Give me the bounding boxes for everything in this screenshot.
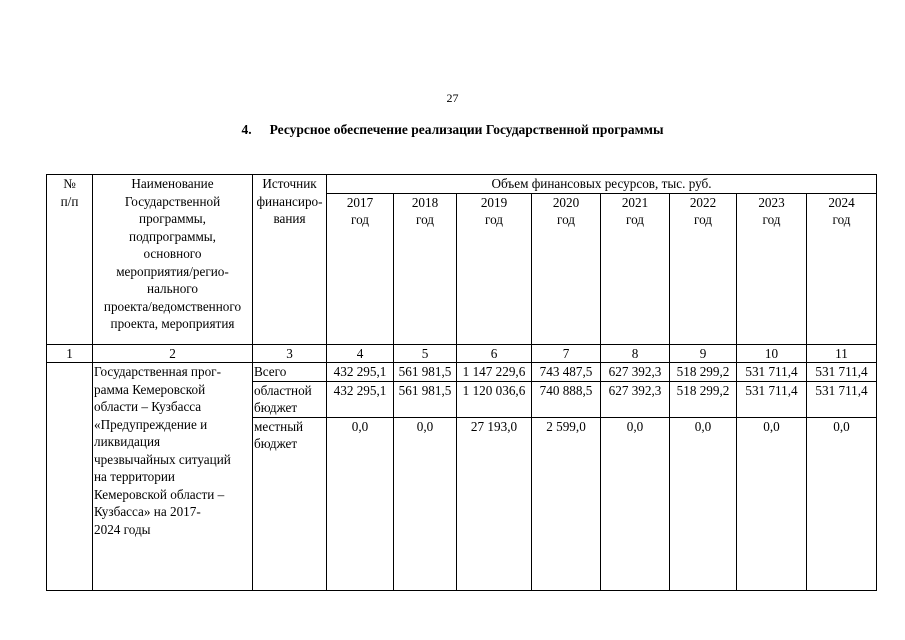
value-cell: 531 711,4 <box>737 363 807 382</box>
header-year: 2023 год <box>737 193 807 344</box>
header-year: 2019 год <box>457 193 532 344</box>
column-index: 6 <box>457 344 532 363</box>
header-num: № п/п <box>47 175 93 345</box>
value-cell: 1 120 036,6 <box>457 381 532 417</box>
column-index: 1 <box>47 344 93 363</box>
resource-table <box>46 174 877 591</box>
column-index: 2 <box>93 344 253 363</box>
header-year: 2024 год <box>807 193 877 344</box>
value-cell: 0,0 <box>601 417 670 590</box>
column-index: 9 <box>670 344 737 363</box>
section-title-text: Ресурсное обеспечение реализации Государственной программы <box>269 122 664 137</box>
value-cell: 432 295,1 <box>327 381 394 417</box>
value-cell: 743 487,5 <box>532 363 601 382</box>
source-cell: областной бюджет <box>253 381 327 417</box>
value-cell: 0,0 <box>327 417 394 590</box>
value-cell: 740 888,5 <box>532 381 601 417</box>
value-cell: 531 711,4 <box>807 381 877 417</box>
value-cell: 432 295,1 <box>327 363 394 382</box>
column-index: 10 <box>737 344 807 363</box>
section-title <box>0 122 905 138</box>
value-cell: 518 299,2 <box>670 381 737 417</box>
column-index: 7 <box>532 344 601 363</box>
column-index: 3 <box>253 344 327 363</box>
value-cell: 0,0 <box>807 417 877 590</box>
page-number: 27 <box>446 91 459 105</box>
header-source: Источник финансиро- вания <box>253 175 327 345</box>
value-cell: 2 599,0 <box>532 417 601 590</box>
value-cell: 0,0 <box>670 417 737 590</box>
value-cell: 0,0 <box>737 417 807 590</box>
column-index: 8 <box>601 344 670 363</box>
value-cell: 531 711,4 <box>807 363 877 382</box>
value-cell: 0,0 <box>394 417 457 590</box>
value-cell: 627 392,3 <box>601 381 670 417</box>
value-cell: 518 299,2 <box>670 363 737 382</box>
source-cell: Всего <box>253 363 327 382</box>
value-cell: 627 392,3 <box>601 363 670 382</box>
value-cell: 27 193,0 <box>457 417 532 590</box>
header-name: Наименование Государственной программы, подпрограммы, основного мероприятия/регио- нального проекта/ведомственного проекта, мероприятия <box>93 175 253 345</box>
header-year: 2017 год <box>327 193 394 344</box>
value-cell: 561 981,5 <box>394 363 457 382</box>
value-cell: 1 147 229,6 <box>457 363 532 382</box>
header-year: 2020 год <box>532 193 601 344</box>
section-number: 4. <box>241 122 252 137</box>
program-name-cell: Государственная прог- рамма Кемеровской области – Кузбасса «Предупреждение и ликвидация чрезвычайных ситуаций на территории Кемеровской области – Кузбасса» на 2017- 2024 годы <box>93 363 253 591</box>
value-cell: 531 711,4 <box>737 381 807 417</box>
table-row <box>47 363 877 382</box>
column-index: 4 <box>327 344 394 363</box>
column-index-row <box>47 344 877 363</box>
header-year: 2021 год <box>601 193 670 344</box>
header-year: 2022 год <box>670 193 737 344</box>
header-volume: Объем финансовых ресурсов, тыс. руб. <box>327 175 877 194</box>
source-cell: местный бюджет <box>253 417 327 590</box>
program-num-cell <box>47 363 93 591</box>
value-cell: 561 981,5 <box>394 381 457 417</box>
header-year: 2018 год <box>394 193 457 344</box>
column-index: 5 <box>394 344 457 363</box>
column-index: 11 <box>807 344 877 363</box>
